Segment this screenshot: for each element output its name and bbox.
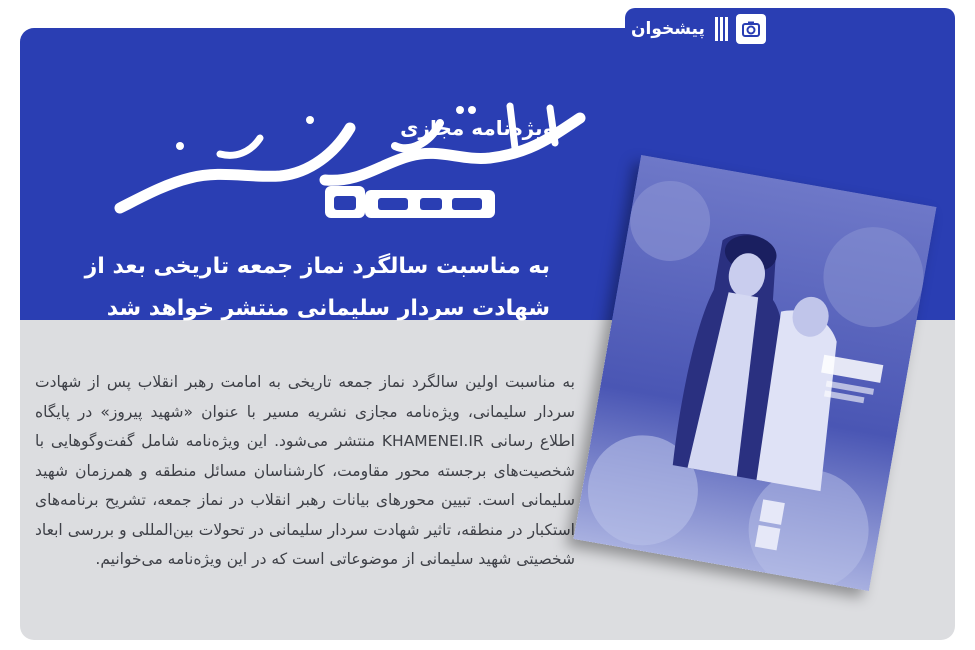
- article-body: به مناسبت اولین سالگرد نماز جمعه تاریخی به امامت رهبر انقلاب پس از شهادت سردار سلیمانی، ویژه‌نامه مجازی نشریه مسیر با عنوان «شهید پیروز» در پایگاه اطلاع رسانی KHAMENEI.IR منتشر می‌شود. این ویژه‌نامه شامل گفت‌وگوهایی با شخصیت‌های برجسته محور مقاومت، کارشناسان مسائل منطقه و همرزمان شهید سلیمانی است. تبیین محورهای بیانات رهبر انقلاب در نماز جمعه، تشریح برنامه‌های استکبار در منطقه، تاثیر شهادت سردار سلیمانی در تحولات بین‌المللی و بررسی ابعاد شخصیتی شهید سلیمانی از موضوعاتی است که در این ویژه‌نامه می‌خوانیم.: [35, 373, 575, 568]
- news-card: [20, 28, 955, 640]
- camera-icon: [736, 14, 766, 44]
- section-tab[interactable]: [625, 8, 955, 50]
- hero-subtitle: ویژه‌نامه مجازی: [400, 116, 555, 140]
- publication-logo: [110, 98, 600, 228]
- divider-bars: [715, 17, 728, 41]
- section-tab-label: پیشخوان: [631, 19, 705, 39]
- hero-headline: به مناسبت سالگرد نماز جمعه تاریخی بعد از شهادت سردار سلیمانی منتشر خواهد شد: [84, 254, 550, 321]
